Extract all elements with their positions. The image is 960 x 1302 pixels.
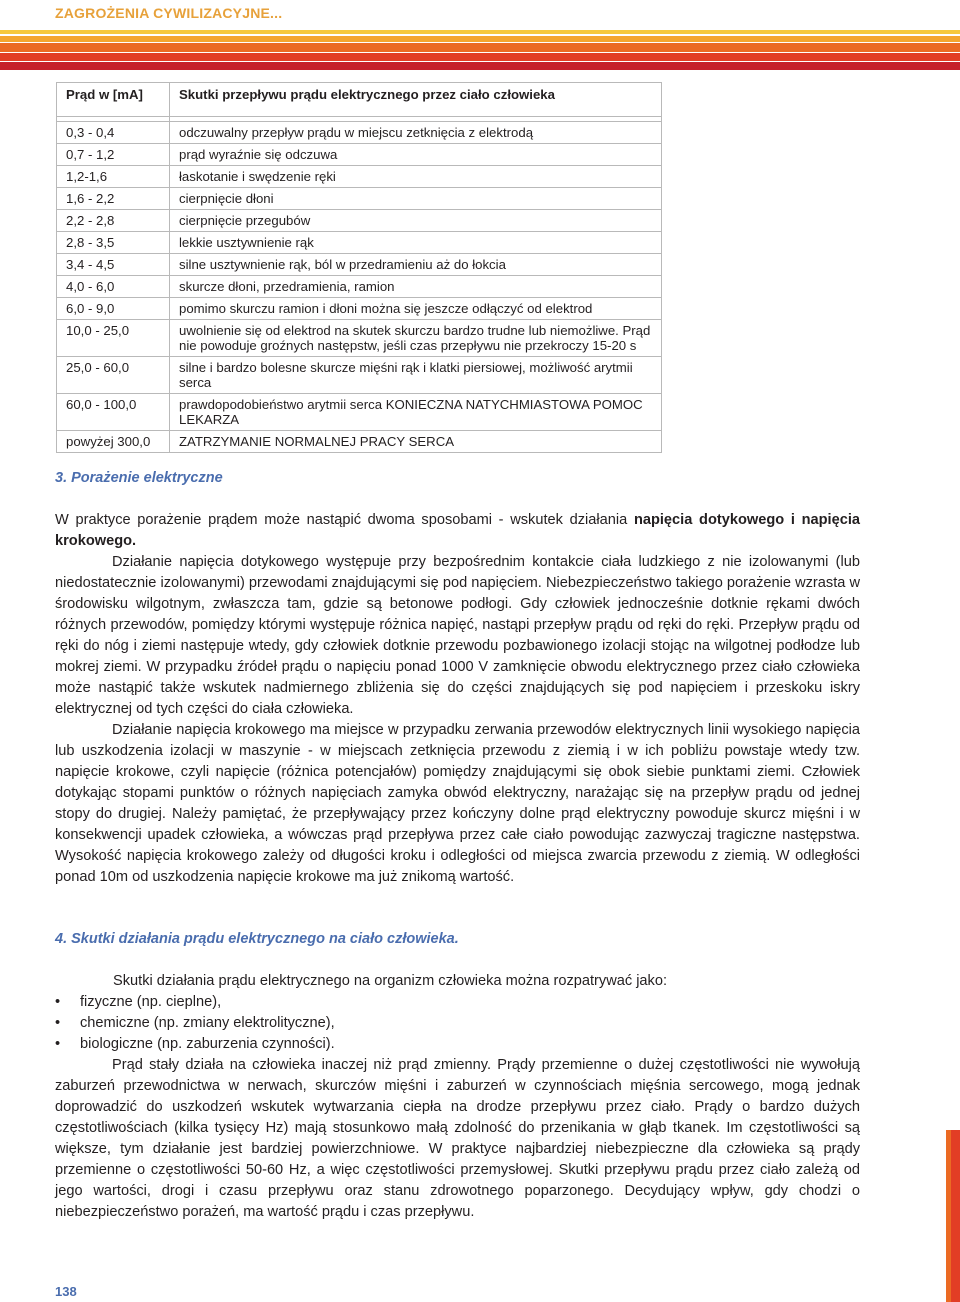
effect-cell: skurcze dłoni, przedramienia, ramion — [170, 276, 662, 298]
column-header-current: Prąd w [mA] — [57, 83, 170, 117]
effect-cell: silne usztywnienie rąk, ból w przedramieniu aż do łokcia — [170, 254, 662, 276]
running-header: ZAGROŻENIA CYWILIZACYJNE... — [55, 5, 283, 21]
current-range-cell: 6,0 - 9,0 — [57, 298, 170, 320]
table-row — [57, 232, 662, 254]
current-range-cell: 1,2-1,6 — [57, 166, 170, 188]
effect-cell: odczuwalny przepływ prądu w miejscu zetknięcia z elektrodą — [170, 122, 662, 144]
table-header-row — [57, 83, 662, 117]
effect-cell: lekkie usztywnienie rąk — [170, 232, 662, 254]
table-row — [57, 394, 662, 431]
table-row — [57, 144, 662, 166]
stripe-orange — [0, 43, 960, 52]
effect-cell: pomimo skurczu ramion i dłoni można się jeszcze odłączyć od elektrod — [170, 298, 662, 320]
section-4-heading: 4. Skutki działania prądu elektrycznego na ciało człowieka. — [55, 931, 459, 947]
stripe-red — [0, 53, 960, 61]
effects-list — [55, 992, 335, 1055]
current-range-cell: 3,4 - 4,5 — [57, 254, 170, 276]
effect-cell: uwolnienie się od elektrod na skutek skurczu bardzo trudne lub niemożliwe. Prąd nie powoduje groźnych następstw, jeśli czas przepływu nie przekroczy 15-20 s — [170, 320, 662, 357]
corner-bar-inner — [951, 1130, 960, 1302]
page-number: 138 — [55, 1284, 77, 1299]
intro-text: W praktyce porażenie prądem może nastąpić dwoma sposobami - wskutek działania — [55, 512, 634, 528]
column-header-effects: Skutki przepływu prądu elektrycznego przez ciało człowieka — [170, 83, 662, 117]
table-row — [57, 210, 662, 232]
stripe-yellow — [0, 30, 960, 34]
table-row — [57, 122, 662, 144]
current-range-cell: 60,0 - 100,0 — [57, 394, 170, 431]
table-row — [57, 431, 662, 453]
table-row — [57, 254, 662, 276]
current-range-cell: 4,0 - 6,0 — [57, 276, 170, 298]
current-range-cell: 0,3 - 0,4 — [57, 122, 170, 144]
stripe-light-orange — [0, 36, 960, 42]
current-range-cell: 1,6 - 2,2 — [57, 188, 170, 210]
effect-cell: łaskotanie i swędzenie ręki — [170, 166, 662, 188]
section-3-paragraph-2: Działanie napięcia krokowego ma miejsce w przypadku zerwania przewodów elektrycznych linii wysokiego napięcia lub uszkodzenia izolacji w maszynie - w miejscach zetknięcia przewodu z ziemią i w ich pobliżu powstaje wtedy tzw. napięcie krokowe, czyli napięcie (różnica potencjałów) pomiędzy znajdującymi się obok siebie punktami ziemi. Człowiek dotykając stopami punktów o różnych napięciach zamyka obwód elektryczny, narażając się na przepływ prądu od jednej stopy do drugiej. Należy pamiętać, że przepływający przez kończyny dolne prąd elektryczny powoduje skurcz mięśni i w konsekwencji upadek człowieka, a wówczas prąd przepływa przez całe ciało powodując zazwyczaj tragiczne następstwa. Wysokość napięcia krokowego zależy od długości kroku i odległości od miejsca zwarcia przewodu z ziemią. W odległości ponad 10m od uszkodzenia napięcie krokowe ma już znikomą wartość. — [55, 722, 860, 885]
table-row — [57, 188, 662, 210]
current-range-cell: 2,8 - 3,5 — [57, 232, 170, 254]
section-4-intro: Skutki działania prądu elektrycznego na organizm człowieka można rozpatrywać jako: — [113, 973, 668, 989]
effect-cell: silne i bardzo bolesne skurcze mięśni rąk i klatki piersiowej, możliwość arytmii serca — [170, 357, 662, 394]
current-effects-table — [56, 82, 662, 453]
table-row — [57, 357, 662, 394]
section-4-paragraph: Prąd stały działa na człowieka inaczej niż prąd zmienny. Prądy przemienne o dużej częstotliwości nie wywołują zaburzeń przewodnictwa w nerwach, skurczów mięśni i zaburzeń w czynnościach mięśnia sercowego, mogą jednak doprowadzić do uszkodzeń wskutek wytwarzania ciepła na drodze przepływu przez ciało. Prądy o bardzo dużych częstotliwościach (kilka tysięcy Hz) mają stosunkowo małą zdolność do przenikania w głąb tkanek. Im częstotliwości są większe, tym działanie jest bardziej powierzchniowe. W praktyce najbardziej niebezpieczne dla człowieka są prądy przemienne o częstotliwości 50-60 Hz, a więc częstotliwości przemysłowej. Skutki przepływu prądu przez ciało zależą od jego wartości, drogi i czasu przepływu oraz stanu zdrowotnego poparzonego. Decydujący wpływ, gdy chodzi o niebezpieczeństwo porażeń, ma wartość prądu i czas przepływu. — [55, 1057, 860, 1220]
table-row — [57, 166, 662, 188]
section-3-intro — [55, 510, 860, 552]
table-body — [57, 117, 662, 453]
stripe-dark-red — [0, 62, 960, 70]
effect-cell: prąd wyraźnie się odczuwa — [170, 144, 662, 166]
list-item: • biologiczne (np. zaburzenia czynności). — [55, 1034, 335, 1055]
section-3-heading: 3. Porażenie elektryczne — [55, 470, 223, 486]
effect-cell: cierpnięcie przegubów — [170, 210, 662, 232]
current-range-cell: 25,0 - 60,0 — [57, 357, 170, 394]
effect-cell: ZATRZYMANIE NORMALNEJ PRACY SERCA — [170, 431, 662, 453]
effect-cell: prawdopodobieństwo arytmii serca KONIECZNA NATYCHMIASTOWA POMOC LEKARZA — [170, 394, 662, 431]
section-3-paragraph-1: Działanie napięcia dotykowego występuje przy bezpośrednim kontakcie ciała ludzkiego z nie izolowanymi (lub niedostatecznie izolowanymi) przewodami znajdującymi się pod napięciem. Niebezpieczeństwo takiego porażenie wzrasta w środowisku wilgotnym, zwłaszcza tam, gdzie są betonowe podłogi. Gdy człowiek jednocześnie dotknie rękami dwóch różnych przewodów, pomiędzy którymi występuje różnica napięć, nastąpi przepływ prądu od ręki do ręki. Przepływ prądu od ręki do nóg i ziemi następuje wtedy, gdy człowiek dotknie przewodu pozbawionego izolacji stojąc na wilgotnej podłodze lub mokrej ziemi. W przypadku źródeł prądu o napięciu ponad 1000 V zamknięcie obwodu elektrycznego przez ciało człowieka może nastąpić także wskutek nadmiernego zbliżenia się do części znajdujących się pod napięciem i przeskoku iskry elektrycznej od tych części do ciała człowieka. — [55, 554, 860, 717]
header-stripes — [0, 30, 960, 70]
list-item: • fizyczne (np. cieplne), — [55, 992, 335, 1013]
current-range-cell: 10,0 - 25,0 — [57, 320, 170, 357]
table-row — [57, 320, 662, 357]
intro-bold: napięcia dotykowego i napięcia krokowego. — [55, 512, 860, 549]
current-range-cell: 2,2 - 2,8 — [57, 210, 170, 232]
table-row — [57, 276, 662, 298]
effect-cell: cierpnięcie dłoni — [170, 188, 662, 210]
list-item: • chemiczne (np. zmiany elektrolityczne), — [55, 1013, 335, 1034]
current-range-cell: 0,7 - 1,2 — [57, 144, 170, 166]
current-range-cell: powyżej 300,0 — [57, 431, 170, 453]
table-row — [57, 298, 662, 320]
